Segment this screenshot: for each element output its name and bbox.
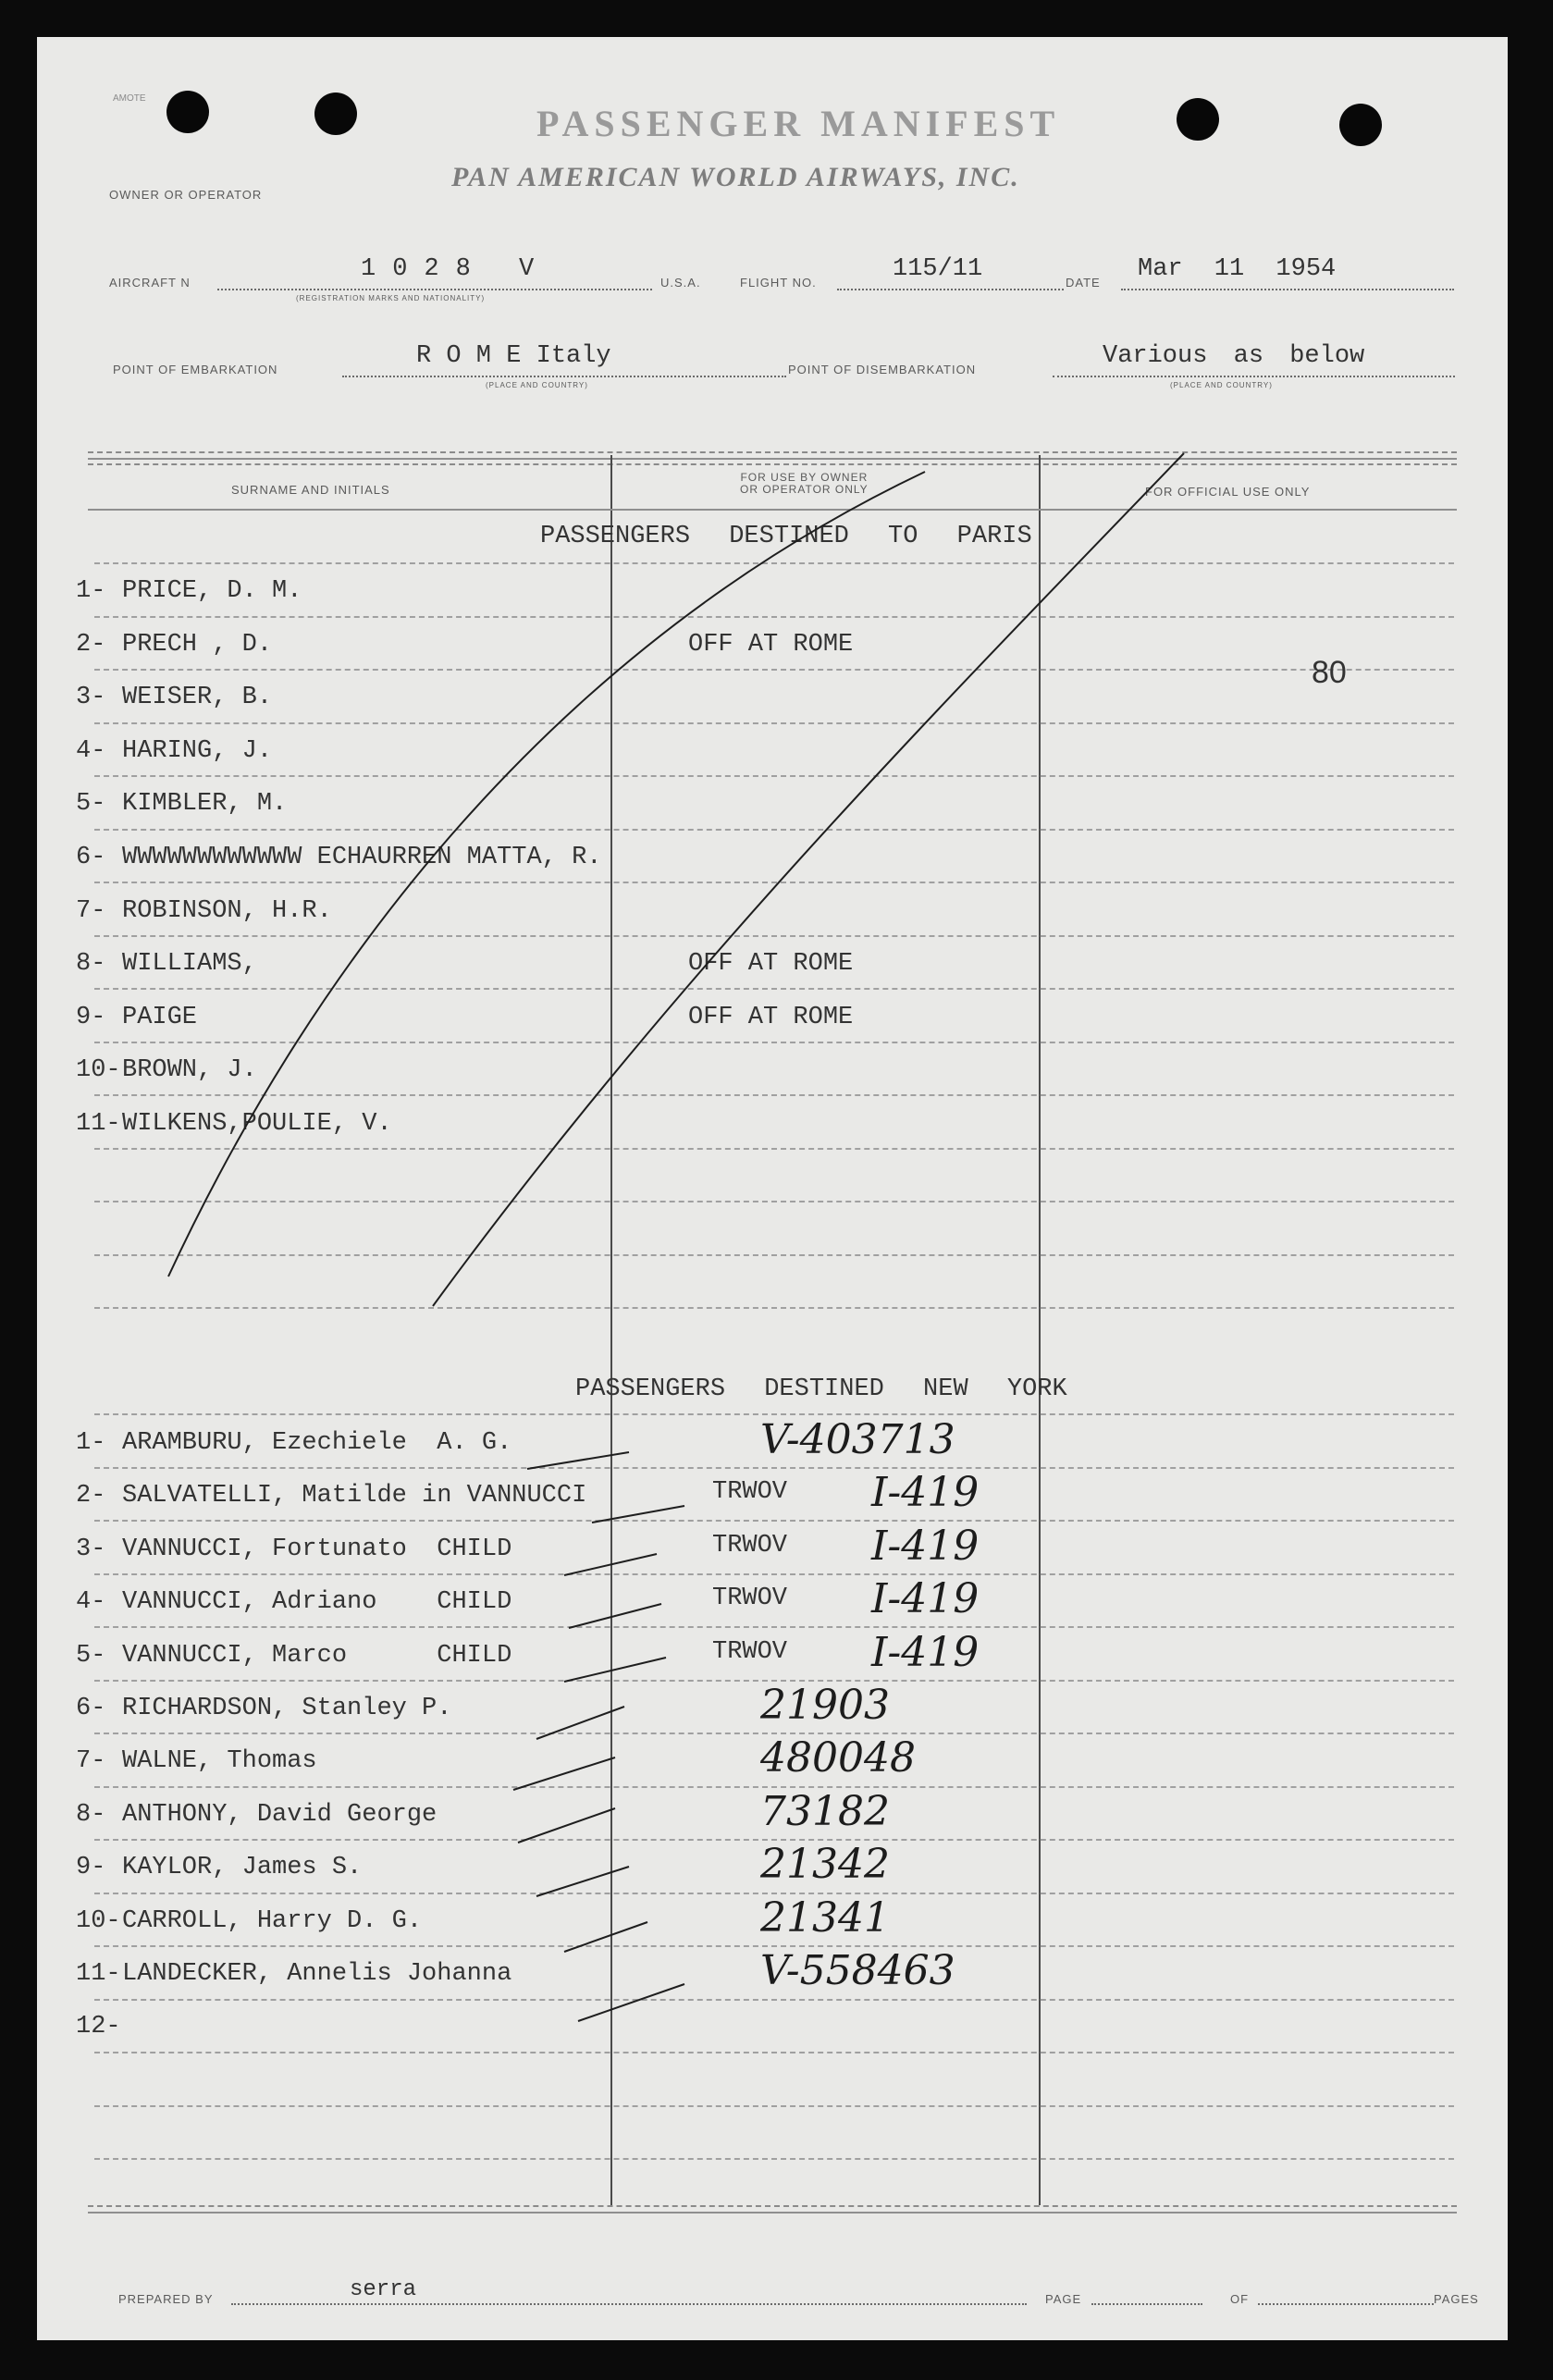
tick-8 — [518, 1808, 615, 1843]
passenger-name: VANNUCCI, Fortunato CHILD — [122, 1535, 512, 1563]
row-number: 1- — [76, 577, 106, 605]
prepared-by-value: serra — [350, 2277, 417, 2302]
passenger-name: ROBINSON, H.R. — [122, 897, 332, 925]
row-number: 2- — [76, 1482, 106, 1510]
of-label: OF — [1230, 2292, 1250, 2306]
tick-11 — [578, 1984, 684, 2021]
tick-4 — [569, 1604, 661, 1628]
tick-9 — [536, 1867, 629, 1896]
passenger-name: LANDECKER, Annelis Johanna — [122, 1960, 512, 1988]
document-number: 73182 — [760, 1788, 890, 1835]
tick-7 — [513, 1757, 615, 1790]
aircraft-label: AIRCRAFT N — [109, 276, 191, 290]
row-number: 1- — [76, 1429, 106, 1457]
passenger-name: HARING, J. — [122, 737, 273, 765]
passenger-name: VANNUCCI, Adriano CHILD — [122, 1588, 512, 1616]
passenger-name: KIMBLER, M. — [122, 790, 288, 818]
embarkation-label: POINT OF EMBARKATION — [113, 363, 278, 376]
tick-10 — [564, 1922, 647, 1952]
section-heading-paris: PASSENGERS DESTINED TO PARIS — [540, 523, 1032, 550]
disembarkation-label: POINT OF DISEMBARKATION — [788, 363, 977, 376]
row-number: 4- — [76, 1588, 106, 1616]
surname-column-header: SURNAME AND INITIALS — [231, 483, 390, 497]
row-number: 12- — [76, 2013, 121, 2041]
passenger-name: ANTHONY, David George — [122, 1801, 438, 1829]
row-number: 7- — [76, 1747, 106, 1775]
passenger-name: WALNE, Thomas — [122, 1747, 317, 1775]
corner-stamp-text: AMOTE — [113, 93, 146, 104]
tick-1 — [527, 1452, 629, 1469]
tick-2 — [592, 1506, 684, 1523]
passenger-name: WWWWWWWWWWWW ECHAURREN MATTA, R. — [122, 844, 602, 871]
document-number: 21341 — [760, 1894, 890, 1942]
row-number: 8- — [76, 950, 106, 978]
operator-name: PAN AMERICAN WORLD AIRWAYS, INC. — [451, 162, 1020, 192]
embarkation-value: R O M E Italy — [416, 342, 611, 370]
table-bottom-rule-2 — [88, 2212, 1457, 2214]
tick-3 — [564, 1554, 657, 1575]
row-number: 2- — [76, 631, 106, 659]
tick-5 — [564, 1658, 666, 1682]
document-number: 21342 — [760, 1841, 890, 1888]
passenger-name: RICHARDSON, Stanley P. — [122, 1695, 452, 1722]
passenger-name: KAYLOR, James S. — [122, 1854, 363, 1881]
embarkation-caption: (PLACE AND COUNTRY) — [486, 381, 588, 389]
flight-no-label: FLIGHT NO. — [740, 276, 817, 290]
row-number: 5- — [76, 1642, 106, 1670]
official-use-column-header: FOR OFFICIAL USE ONLY — [1145, 485, 1311, 499]
disembarkation-caption: (PLACE AND COUNTRY) — [1170, 381, 1273, 389]
disembarkation-value: Various as below — [1103, 342, 1365, 370]
of-underline — [1258, 2303, 1434, 2305]
row-number: 9- — [76, 1004, 106, 1031]
visa-type: TRWOV — [712, 1638, 788, 1666]
passenger-note: OFF AT ROME — [688, 631, 854, 659]
passenger-name: CARROLL, Harry D. G. — [122, 1907, 423, 1935]
document-number: 480048 — [760, 1734, 916, 1782]
row-number: 11- — [76, 1110, 121, 1138]
owner-use-line-2: OR OPERATOR ONLY — [740, 483, 869, 496]
row-number: 6- — [76, 1695, 106, 1722]
section-heading-new-york: PASSENGERS DESTINED NEW YORK — [575, 1375, 1067, 1403]
page-label: PAGE — [1045, 2292, 1082, 2306]
owner-use-line-1: FOR USE BY OWNER — [740, 471, 869, 484]
document-number: V-403713 — [760, 1416, 955, 1463]
row-number: 10- — [76, 1907, 121, 1935]
passenger-name: BROWN, J. — [122, 1056, 257, 1084]
passenger-name: PRECH , D. — [122, 631, 273, 659]
visa-type: TRWOV — [712, 1478, 788, 1506]
page-underline — [1091, 2303, 1202, 2305]
registration-caption: (REGISTRATION MARKS AND NATIONALITY) — [296, 294, 486, 302]
row-number: 11- — [76, 1960, 121, 1988]
manifest-sheet — [37, 37, 1508, 2340]
tick-6 — [536, 1707, 624, 1739]
row-number: 3- — [76, 1535, 106, 1563]
row-number: 4- — [76, 737, 106, 765]
aircraft-value: 1028 V — [361, 255, 551, 283]
passenger-name: PRICE, D. M. — [122, 577, 302, 605]
passenger-name: WILLIAMS, — [122, 950, 257, 978]
row-number: 9- — [76, 1854, 106, 1881]
passenger-name: VANNUCCI, Marco CHILD — [122, 1642, 512, 1670]
row-number: 7- — [76, 897, 106, 925]
passenger-name: WEISER, B. — [122, 684, 273, 711]
document-number: 21903 — [760, 1682, 890, 1729]
row-number: 6- — [76, 844, 106, 871]
row-number: 8- — [76, 1801, 106, 1829]
document-number: I-419 — [871, 1629, 980, 1676]
document-number: I-419 — [871, 1469, 980, 1516]
document-number: I-419 — [871, 1575, 980, 1622]
handwritten-strokes — [37, 37, 1508, 2340]
cancel-stroke-2 — [433, 453, 1184, 1306]
prepared-by-underline — [231, 2303, 1027, 2305]
row-number: 5- — [76, 790, 106, 818]
row-number: 10- — [76, 1056, 121, 1084]
passenger-name: PAIGE — [122, 1004, 198, 1031]
passenger-name: SALVATELLI, Matilde in VANNUCCI — [122, 1482, 587, 1510]
usa-label: U.S.A. — [660, 276, 701, 290]
visa-type: TRWOV — [712, 1532, 788, 1560]
visa-type: TRWOV — [712, 1585, 788, 1612]
pages-label: PAGES — [1434, 2292, 1479, 2306]
passenger-name: WILKENS,POULIE, V. — [122, 1110, 392, 1138]
table-bottom-rule — [88, 2205, 1457, 2207]
date-label: DATE — [1066, 276, 1101, 290]
date-value: Mar 11 1954 — [1138, 255, 1337, 283]
official-mark-80: 80 — [1312, 655, 1347, 690]
prepared-by-label: PREPARED BY — [118, 2292, 214, 2306]
row-number: 3- — [76, 684, 106, 711]
passenger-name: ARAMBURU, Ezechiele A. G. — [122, 1429, 512, 1457]
document-number: I-419 — [871, 1523, 980, 1570]
document-number: V-558463 — [760, 1947, 955, 1994]
owner-operator-label: OWNER OR OPERATOR — [109, 188, 263, 202]
passenger-note: OFF AT ROME — [688, 950, 854, 978]
form-title: PASSENGER MANIFEST — [536, 103, 1061, 144]
passenger-note: OFF AT ROME — [688, 1004, 854, 1031]
flight-no-value: 115/11 — [893, 255, 983, 283]
